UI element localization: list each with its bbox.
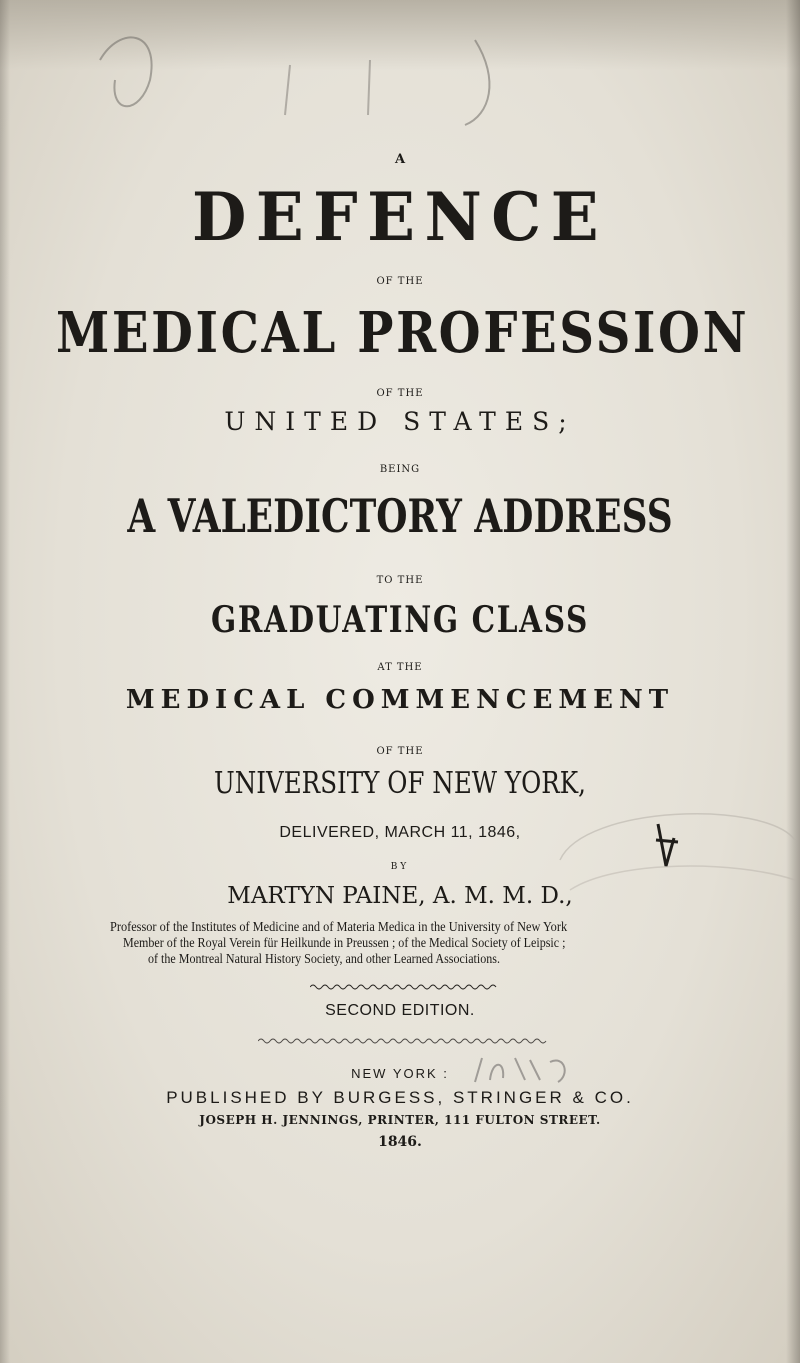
credential-line-1: Professor of the Institutes of Medicine and of Materia Medica in the University of New York [110, 920, 568, 935]
of-the-2: OF THE [376, 388, 424, 399]
pencil-mark-right [648, 818, 688, 872]
author: MARTYN PAINE, A. M. M. D., [227, 883, 573, 909]
printer: JOSEPH H. JENNINGS, PRINTER, 111 FULTON STREET. [199, 1113, 601, 1127]
title-main: DEFENCE [192, 178, 608, 256]
year: 1846. [378, 1134, 422, 1150]
of-the-1: OF THE [376, 276, 424, 287]
pencil-shelfmark [470, 1050, 590, 1090]
ornamental-rule-bottom [258, 1036, 548, 1046]
city: NEW YORK : [351, 1066, 449, 1081]
audience: GRADUATING CLASS [210, 599, 589, 641]
by: BY [390, 862, 410, 872]
ornamental-rule-top [310, 982, 500, 992]
title-article: A [394, 152, 406, 167]
delivered-date: DELIVERED, MARCH 11, 1846, [279, 824, 521, 841]
page-edge-right [786, 0, 800, 1363]
publisher: PUBLISHED BY BURGESS, STRINGER & CO. [166, 1088, 634, 1107]
institution: UNIVERSITY OF NEW YORK, [213, 766, 587, 801]
being: BEING [379, 464, 421, 475]
at-the: AT THE [377, 662, 423, 673]
to-the: TO THE [376, 575, 424, 586]
occasion: MEDICAL COMMENCEMENT [125, 685, 675, 715]
page-edge-left [0, 0, 10, 1363]
credential-line-2: Member of the Royal Verein für Heilkunde in Preussen ; of the Medical Society of Leipsic ; [123, 936, 566, 951]
country: UNITED STATES; [224, 407, 576, 436]
pencil-scribble-top [80, 20, 540, 130]
title-subject: MEDICAL PROFESSION [56, 300, 750, 366]
address-type: A VALEDICTORY ADDRESS [127, 489, 673, 543]
credential-line-3: of the Montreal Natural History Society, and other Learned Associations. [148, 952, 500, 967]
of-the-3: OF THE [376, 746, 424, 757]
edition: SECOND EDITION. [325, 1002, 475, 1019]
